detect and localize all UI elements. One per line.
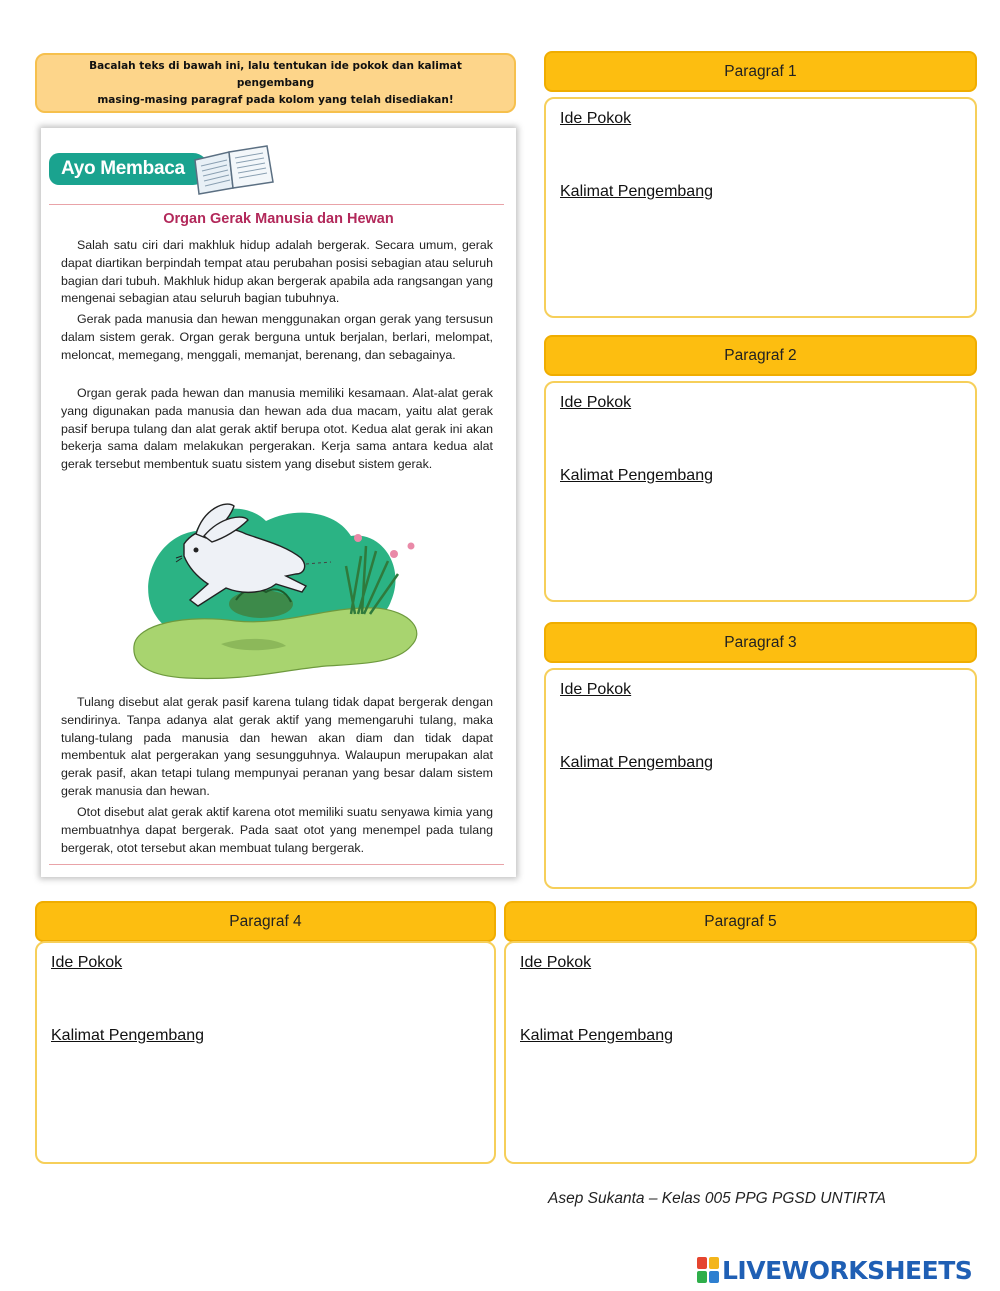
rabbit-illustration — [126, 496, 426, 684]
ide-pokok-label: Ide Pokok — [51, 954, 123, 971]
panel-paragraf-4 — [35, 941, 496, 1164]
panel-paragraf-5 — [504, 941, 977, 1164]
liveworksheets-mark-icon — [697, 1257, 719, 1283]
panel-header-paragraf-2: Paragraf 2 — [544, 335, 977, 376]
paragraph-5: Otot disebut alat gerak aktif karena otot memiliki suatu senyawa kimia yang membuatnhya dapat bergerak. Pada saat otot yang menempel pada tulang bergerak, otot tersebut akan membuat tulang bergerak. — [61, 805, 493, 855]
paragraph-3: Organ gerak pada hewan dan manusia memiliki kesamaan. Alat-alat gerak yang digunakan pada manusia dan hewan ada dua macam, yaitu alat gerak pasif berupa tulang dan alat gerak aktif berupa otot. Kedua alat gerak ini akan bekerja sama dalam melakukan pergerakan. Kerja sama antara kedua alat gerak tersebut membentuk suatu sistem yang disebut sistem gerak. — [61, 386, 493, 472]
paragraph-1: Salah satu ciri dari makhluk hidup adalah bergerak. Secara umum, gerak dapat diartikan berpindah tempat atau perubahan posisi sebagian atau seluruh bagian dari tubuh. Makhluk hidup akan bergerak apabila ada rangsangan yang mengenai sebagian atau seluruh bagian tubuhnya. — [61, 238, 493, 306]
open-book-icon — [189, 140, 277, 196]
article-title: Organ Gerak Manusia dan Hewan — [163, 211, 394, 227]
kalimat-pengembang-input-1[interactable] — [558, 209, 963, 309]
kalimat-pengembang-input-3[interactable] — [558, 780, 963, 880]
panel-header-paragraf-3: Paragraf 3 — [544, 622, 977, 663]
panel-paragraf-2 — [544, 381, 977, 602]
kalimat-pengembang-label: Kalimat Pengembang — [51, 1027, 204, 1044]
kalimat-pengembang-label: Kalimat Pengembang — [560, 754, 713, 771]
instruction-line-2: masing-masing paragraf pada kolom yang telah disediakan! — [97, 93, 454, 106]
ide-pokok-input-3[interactable] — [558, 706, 963, 746]
ide-pokok-input-2[interactable] — [558, 419, 963, 459]
liveworksheets-logo[interactable] — [697, 1255, 972, 1285]
kalimat-pengembang-input-4[interactable] — [49, 1053, 482, 1153]
ide-pokok-input-4[interactable] — [49, 979, 482, 1019]
panel-header-paragraf-1: Paragraf 1 — [544, 51, 977, 92]
kalimat-pengembang-label: Kalimat Pengembang — [520, 1027, 673, 1044]
kalimat-pengembang-label: Kalimat Pengembang — [560, 467, 713, 484]
panel-paragraf-3 — [544, 668, 977, 889]
kalimat-pengembang-input-2[interactable] — [558, 493, 963, 593]
ayo-membaca-tab: Ayo Membaca — [49, 153, 209, 185]
ide-pokok-input-5[interactable] — [518, 979, 963, 1019]
panel-header-paragraf-4: Paragraf 4 — [35, 901, 496, 942]
ide-pokok-label: Ide Pokok — [560, 681, 632, 698]
paragraph-4: Tulang disebut alat gerak pasif karena tulang tidak dapat bergerak dengan sendirinya. Tanpa adanya alat gerak aktif yang memengaruhi tulang, maka tulang-tulang pada manusia dan hewan akan diam dan tidak dapat membentuk alat pergerakan yang sesungguhnya. Walaupun merupakan alat gerak pasif, akan tetapi tulang mempunyai peranan yang besar dalam sistem gerak manusia dan hewan. — [61, 695, 493, 798]
ide-pokok-input-1[interactable] — [558, 135, 963, 175]
kalimat-pengembang-label: Kalimat Pengembang — [560, 183, 713, 200]
ide-pokok-label: Ide Pokok — [520, 954, 592, 971]
panel-paragraf-1 — [544, 97, 977, 318]
divider — [49, 204, 504, 205]
kalimat-pengembang-input-5[interactable] — [518, 1053, 963, 1153]
reading-card — [41, 128, 516, 877]
panel-header-paragraf-5: Paragraf 5 — [504, 901, 977, 942]
logo-text: LIVEWORKSHEETS — [722, 1255, 973, 1285]
ide-pokok-label: Ide Pokok — [560, 394, 632, 411]
ide-pokok-label: Ide Pokok — [560, 110, 632, 127]
divider — [49, 864, 504, 865]
instruction-line-1: Bacalah teks di bawah ini, lalu tentukan ide pokok dan kalimat pengembang — [89, 59, 462, 89]
author-credit: Asep Sukanta – Kelas 005 PPG PGSD UNTIRTA — [548, 1190, 886, 1207]
instruction-box — [35, 53, 516, 113]
paragraph-2: Gerak pada manusia dan hewan menggunakan organ gerak yang tersusun dalam sistem gerak. Organ gerak berguna untuk berjalan, berlari, melompat, meloncat, memegang, menggali, memanjat, berenang, dan sebagainya. — [61, 312, 493, 362]
